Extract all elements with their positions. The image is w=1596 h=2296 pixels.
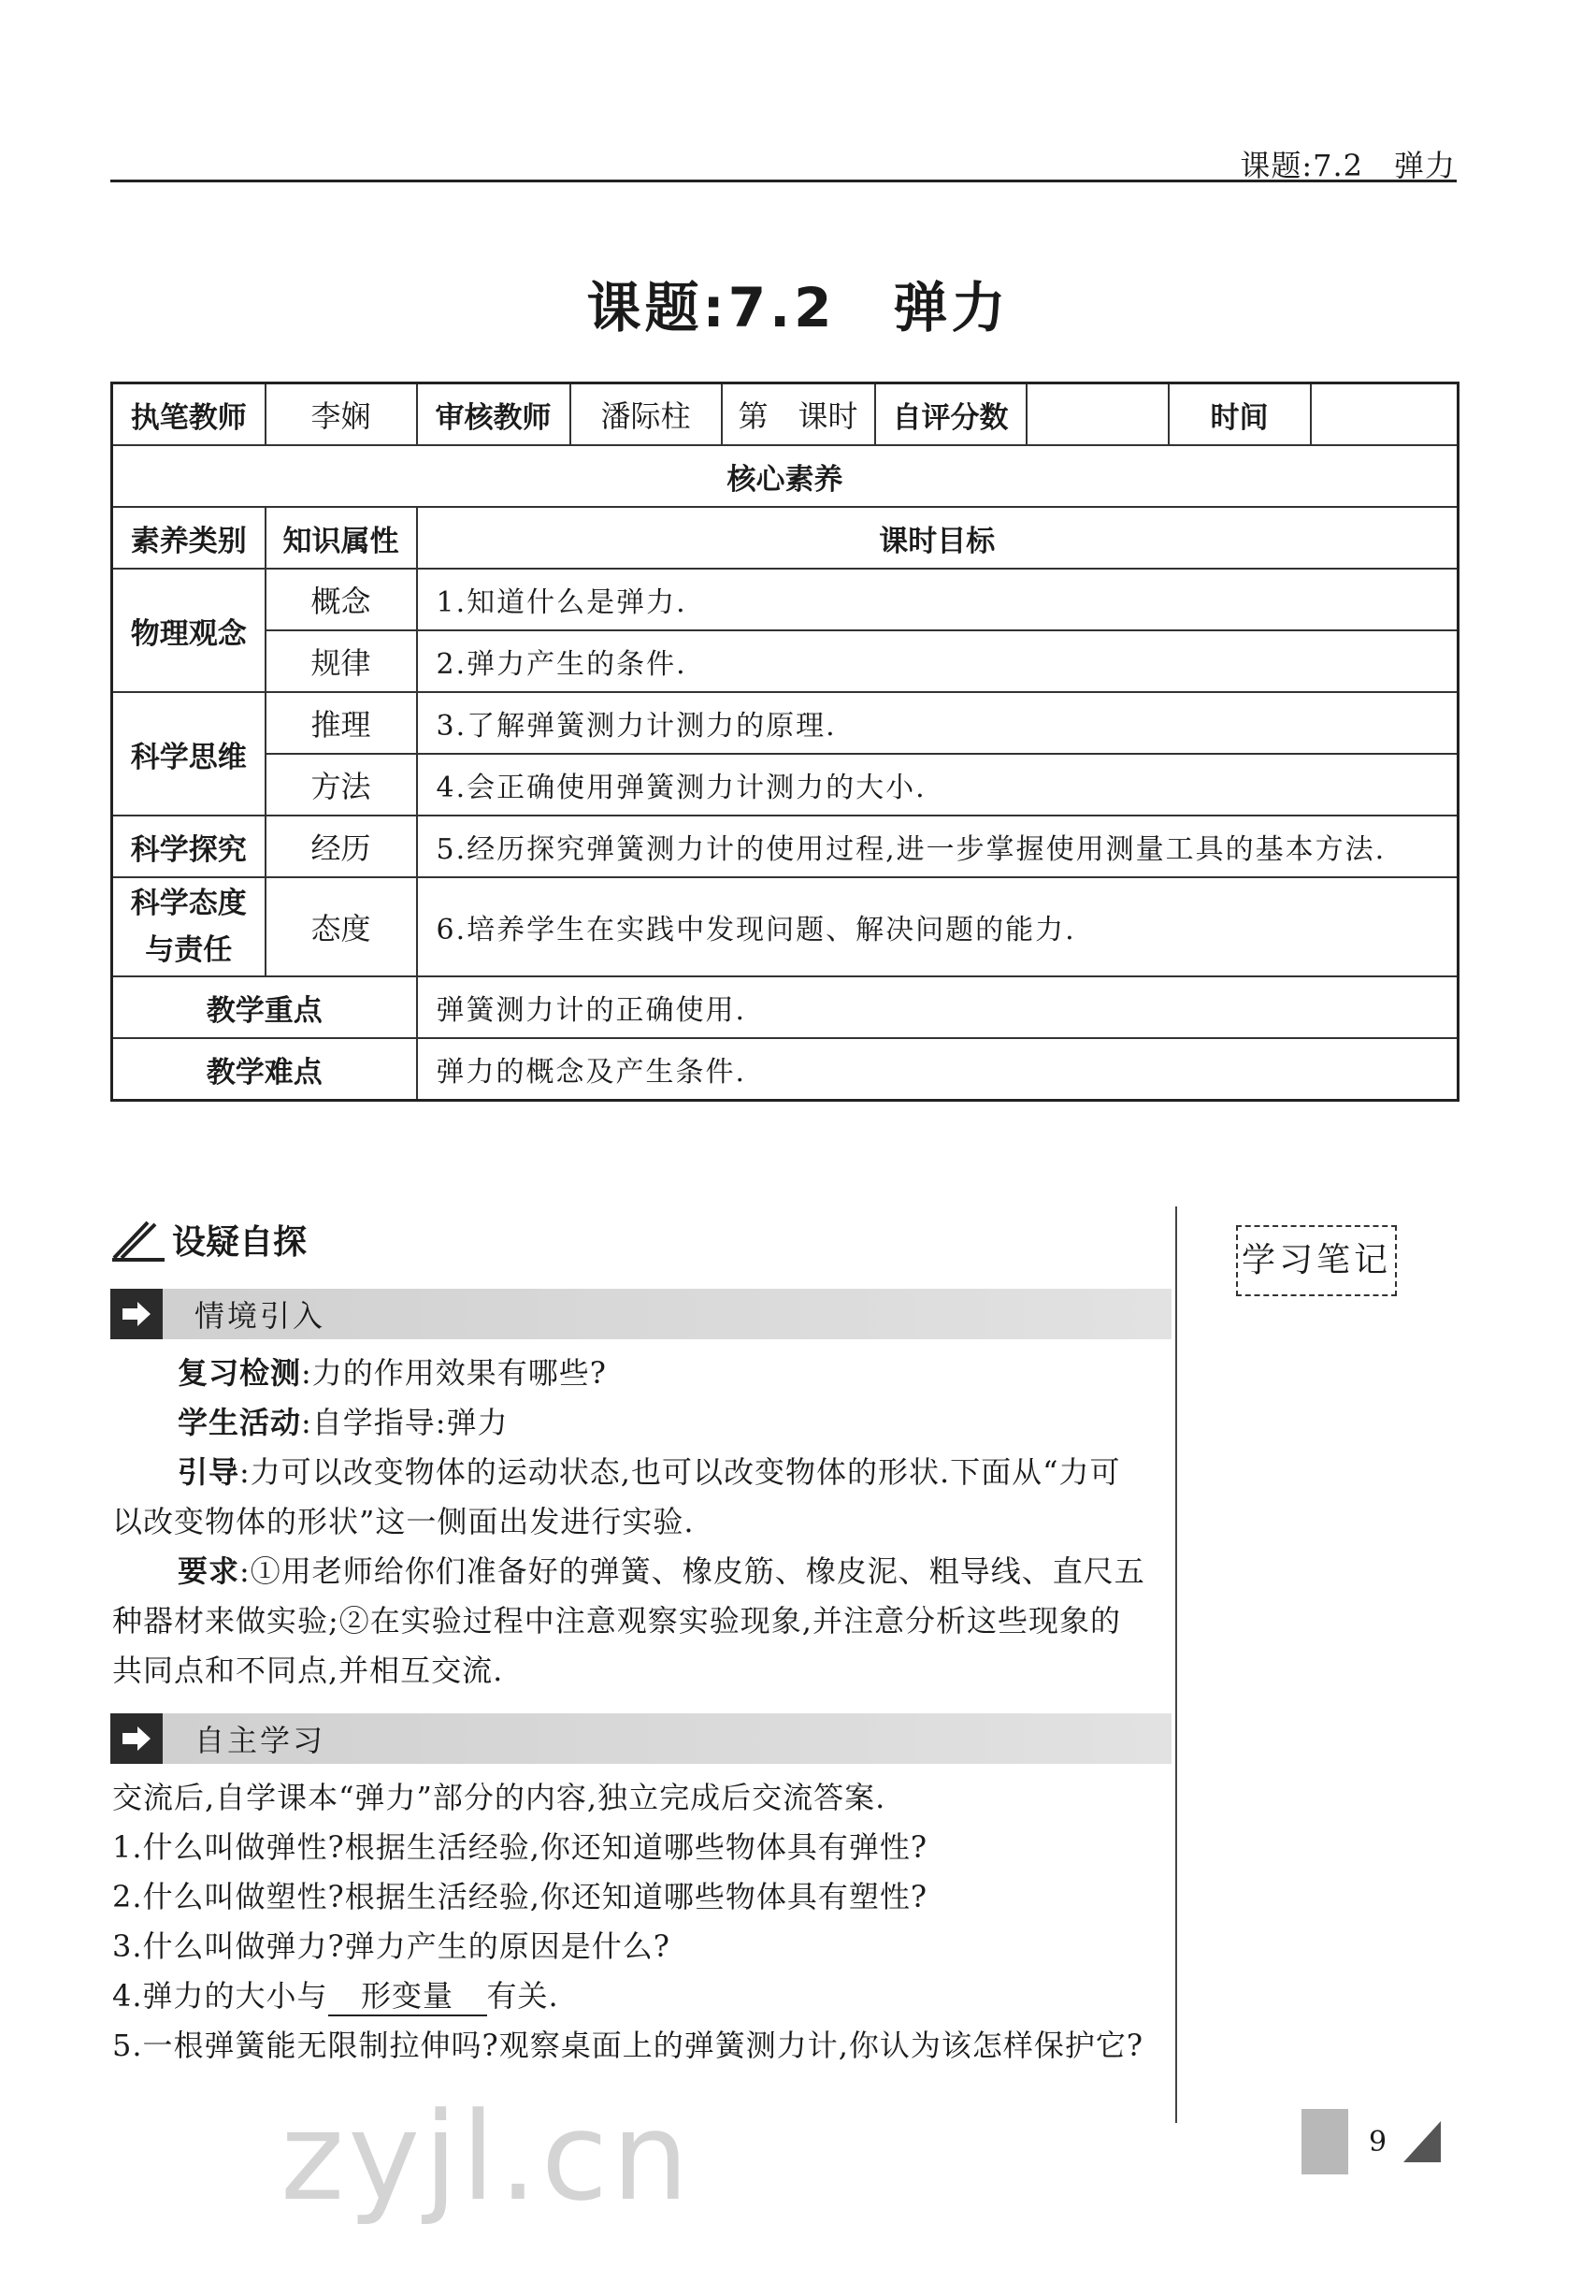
review-text: :力的作用效果有哪些? — [301, 1355, 607, 1391]
table-row — [112, 569, 1459, 630]
reviewer-label: 审核教师 — [417, 383, 570, 446]
attribute-cell: 推理 — [266, 692, 417, 754]
table-row — [112, 1038, 1459, 1101]
answer-blank: 形变量 — [328, 1977, 487, 2016]
table-row — [112, 877, 1459, 976]
table-row — [112, 754, 1459, 816]
goal-cell: 2.弹力产生的条件. — [417, 630, 1459, 692]
pen-icon — [110, 1219, 166, 1262]
page-title: 课题:7.2 弹力 — [586, 276, 1010, 339]
watermark: zyjl.cn — [280, 2086, 693, 2228]
lesson-plan-table — [110, 382, 1459, 1102]
self-study-bar-label: 自主学习 — [194, 1723, 326, 1758]
page-tab — [1301, 2109, 1348, 2174]
writer-value: 李娴 — [266, 383, 417, 446]
table-row — [112, 692, 1459, 754]
intro-bar — [110, 1289, 1172, 1339]
intro-bar-label: 情境引入 — [194, 1298, 326, 1334]
header-rule — [110, 180, 1457, 182]
guide-text: :力可以改变物体的运动状态,也可以改变物体的形状.下面从“力可以改变物体的形状”这一侧面出发进行实验. — [112, 1454, 1121, 1539]
difficult-point-label: 教学难点 — [112, 1038, 417, 1101]
category-cell: 科学探究 — [112, 816, 266, 877]
self-study-bar — [110, 1713, 1172, 1764]
attribute-cell: 态度 — [266, 877, 417, 976]
review-label: 复习检测 — [178, 1355, 302, 1391]
self-study-lead: 交流后,自学课本“弹力”部分的内容,独立完成后交流答案. — [112, 1780, 886, 1815]
activity-label: 学生活动 — [178, 1405, 302, 1440]
attribute-cell: 概念 — [266, 569, 417, 630]
table-row — [112, 976, 1459, 1038]
notes-label: 学习笔记 — [1236, 1225, 1397, 1296]
category-cell: 物理观念 — [112, 569, 266, 692]
running-head: 课题:7.2 弹力 — [1240, 148, 1456, 183]
attribute-cell: 方法 — [266, 754, 417, 816]
question-4 — [112, 1971, 1150, 2021]
goal-header: 课时目标 — [417, 507, 1459, 569]
difficult-point-value: 弹力的概念及产生条件. — [417, 1038, 1459, 1101]
goal-cell: 6.培养学生在实践中发现问题、解决问题的能力. — [417, 877, 1459, 976]
self-study-content — [112, 1773, 1150, 2071]
reviewer-value: 潘际柱 — [570, 383, 722, 446]
category-cell: 科学态度与责任 — [112, 877, 266, 976]
arrow-right-icon — [110, 1713, 163, 1764]
requirement-label: 要求 — [178, 1553, 240, 1589]
arrow-right-icon — [110, 1289, 163, 1339]
question-3: 3.什么叫做弹力?弹力产生的原因是什么? — [112, 1928, 670, 1964]
goal-cell: 4.会正确使用弹簧测力计测力的大小. — [417, 754, 1459, 816]
table-row — [112, 383, 1459, 446]
page-number: 9 — [1369, 2125, 1388, 2159]
score-value — [1027, 383, 1169, 446]
question-2: 2.什么叫做塑性?根据生活经验,你还知道哪些物体具有塑性? — [112, 1879, 928, 1914]
category-header: 素养类别 — [112, 507, 266, 569]
question-4-suffix: 有关. — [486, 1978, 559, 2014]
table-row — [112, 630, 1459, 692]
writer-label: 执笔教师 — [112, 383, 266, 446]
guide-label: 引导 — [178, 1454, 240, 1490]
table-row — [112, 445, 1459, 507]
notes-divider — [1175, 1206, 1177, 2123]
intro-content — [112, 1349, 1150, 1696]
attribute-cell: 经历 — [266, 816, 417, 877]
table-row — [112, 816, 1459, 877]
question-5: 5.一根弹簧能无限制拉伸吗?观察桌面上的弹簧测力计,你认为该怎样保护它? — [112, 2028, 1144, 2063]
activity-text: :自学指导:弹力 — [301, 1405, 509, 1440]
table-row — [112, 507, 1459, 569]
section-heading — [110, 1216, 307, 1264]
period-cell: 第 课时 — [722, 383, 875, 446]
time-label: 时间 — [1169, 383, 1311, 446]
key-point-label: 教学重点 — [112, 976, 417, 1038]
page-number-block — [1301, 2109, 1442, 2174]
score-label: 自评分数 — [875, 383, 1027, 446]
key-point-value: 弹簧测力计的正确使用. — [417, 976, 1459, 1038]
question-1: 1.什么叫做弹性?根据生活经验,你还知道哪些物体具有弹性? — [112, 1829, 928, 1865]
question-4-prefix: 4.弹力的大小与 — [112, 1978, 328, 2014]
section-title: 设疑自探 — [172, 1223, 308, 1262]
time-value — [1311, 383, 1459, 446]
corner-triangle — [1403, 2121, 1441, 2162]
attribute-cell: 规律 — [266, 630, 417, 692]
goal-cell: 5.经历探究弹簧测力计的使用过程,进一步掌握使用测量工具的基本方法. — [417, 816, 1459, 877]
goal-cell: 3.了解弹簧测力计测力的原理. — [417, 692, 1459, 754]
category-cell: 科学思维 — [112, 692, 266, 816]
attribute-header: 知识属性 — [266, 507, 417, 569]
requirement-text: :①用老师给你们准备好的弹簧、橡皮筋、橡皮泥、粗导线、直尺五种器材来做实验;②在实验过程中注意观察实验现象,并注意分析这些现象的共同点和不同点,并相互交流. — [112, 1553, 1145, 1688]
core-heading: 核心素养 — [112, 445, 1459, 507]
goal-cell: 1.知道什么是弹力. — [417, 569, 1459, 630]
